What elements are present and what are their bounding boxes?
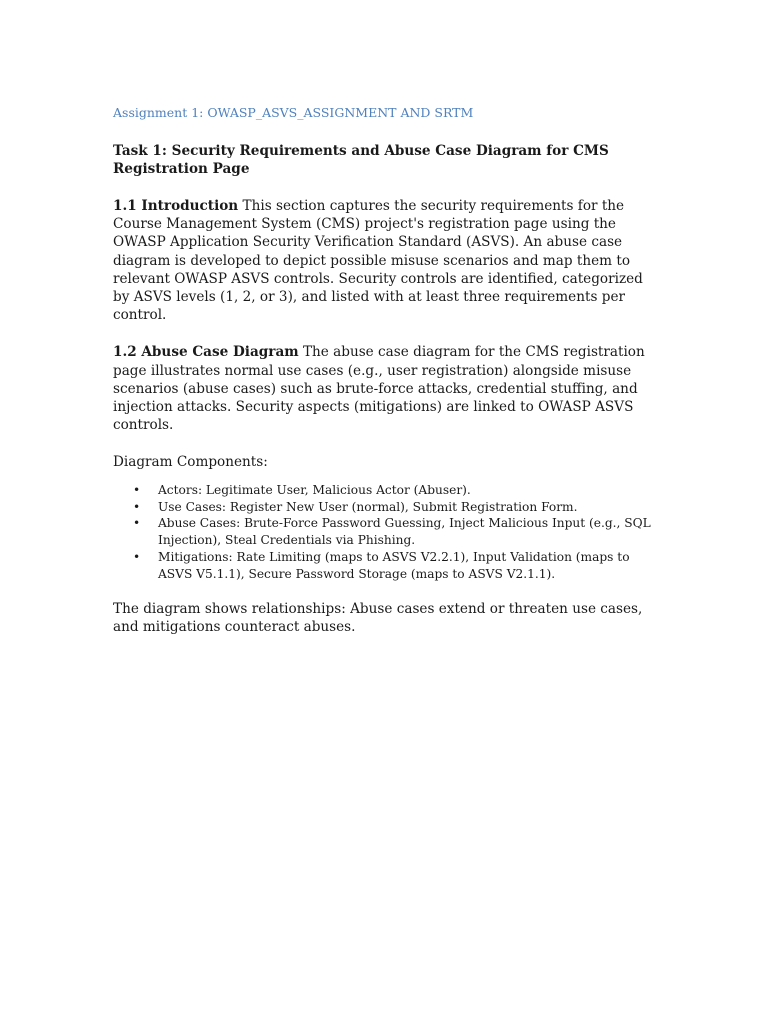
list-item-text: Actors: Legitimate User, Malicious Actor (Abuser). [158,482,471,497]
abuse-case-heading: 1.2 Abuse Case Diagram [113,344,299,361]
introduction-heading: 1.1 Introduction [113,198,239,214]
list-item-text: Use Cases: Register New User (normal), Submit Registration Form. [158,499,578,514]
introduction-text: This section captures the security requirements for the Course Management System (CMS) project's registration page using the OWASP Application Security Verification Standard (ASVS). An abuse case diagram is developed to depict possible misuse scenarios and map them to relevant OWASP ASVS controls. Security controls are identified, categorized by ASVS levels (1, 2, or 3), and listed with at least three requirements per control. [113,198,643,324]
list-item [113,515,661,549]
abuse-case-text: The abuse case diagram for the CMS registration page illustrates normal use cases (e.g., user registration) alongside misuse scenarios (abuse cases) such as brute-force attacks, credential stuffing, and injection attacks. Security aspects (mitigations) are linked to OWASP ASVS controls. [113,344,645,434]
assignment-title: Assignment 1: OWASP_ASVS_ASSIGNMENT AND SRTM [113,105,474,120]
abuse-case-paragraph [113,343,661,434]
introduction-paragraph [113,197,661,324]
bullet-icon: • [133,482,141,497]
list-item [113,482,661,499]
list-item [113,549,661,583]
list-item-text: Abuse Cases: Brute-Force Password Guessing, Inject Malicious Input (e.g., SQL Injection), Steal Credentials via Phishing. [158,516,651,548]
diagram-components-label: Diagram Components: [113,454,268,471]
bullet-icon: • [133,550,141,565]
bullet-icon: • [133,499,141,514]
diagram-components-list [113,482,661,583]
closing-paragraph: The diagram shows relationships: Abuse cases extend or threaten use cases, and mitigations counteract abuses. [113,601,643,636]
list-item [113,499,661,516]
task-heading: Task 1: Security Requirements and Abuse Case Diagram for CMS Registration Page [113,143,609,177]
document-page [113,104,661,655]
list-item-text: Mitigations: Rate Limiting (maps to ASVS V2.2.1), Input Validation (maps to ASVS V5.1.1), Secure Password Storage (maps to ASVS V2.1.1). [158,550,630,582]
bullet-icon: • [133,516,141,531]
